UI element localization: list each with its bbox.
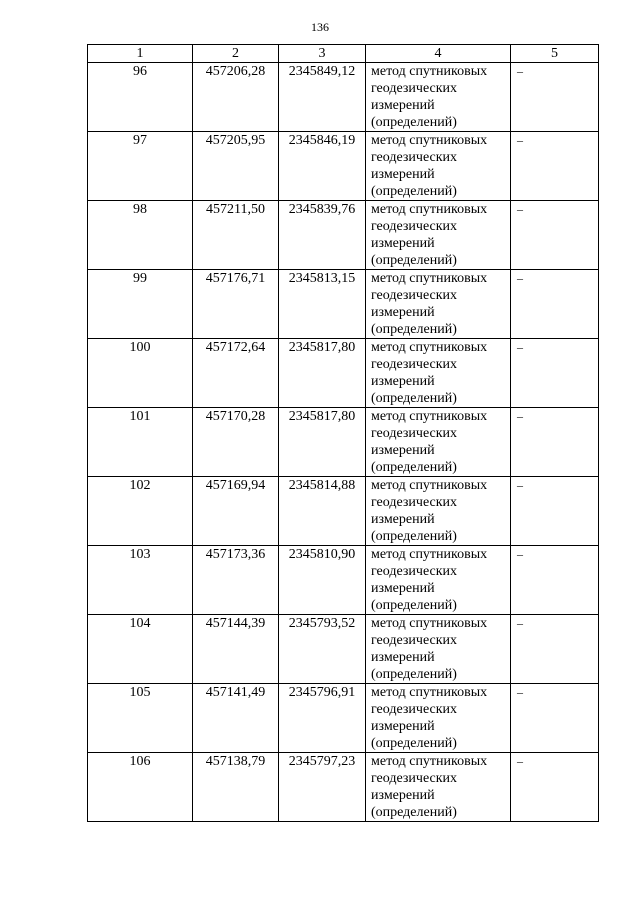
coordinates-table: [87, 44, 599, 822]
method-line: измерений: [371, 788, 435, 803]
point-number-cell: 105: [88, 684, 193, 753]
method-line: метод спутниковых: [371, 685, 488, 700]
table-row: [88, 270, 599, 339]
y-coordinate-cell: 2345814,88: [279, 477, 366, 546]
method-line: геодезических: [371, 702, 458, 717]
note-cell: –: [511, 270, 599, 339]
y-coordinate-cell: 2345849,12: [279, 63, 366, 132]
y-coordinate-cell: 2345846,19: [279, 132, 366, 201]
table-row: [88, 63, 599, 132]
note-cell: –: [511, 546, 599, 615]
x-coordinate-cell: 457176,71: [193, 270, 279, 339]
point-number-cell: 102: [88, 477, 193, 546]
note-cell: –: [511, 408, 599, 477]
note-cell: –: [511, 132, 599, 201]
table-row: [88, 132, 599, 201]
method-line: измерений: [371, 305, 435, 320]
method-line: (определений): [371, 460, 457, 475]
method-cell: [366, 615, 511, 684]
method-line: измерений: [371, 236, 435, 251]
method-line: (определений): [371, 115, 457, 130]
note-cell: –: [511, 339, 599, 408]
method-line: геодезических: [371, 564, 458, 579]
x-coordinate-cell: 457138,79: [193, 753, 279, 822]
x-coordinate-cell: 457211,50: [193, 201, 279, 270]
method-line: измерений: [371, 512, 435, 527]
method-line: метод спутниковых: [371, 478, 488, 493]
method-line: (определений): [371, 253, 457, 268]
column-header-x: 2: [193, 45, 279, 63]
method-line: (определений): [371, 391, 457, 406]
x-coordinate-cell: 457169,94: [193, 477, 279, 546]
method-line: измерений: [371, 374, 435, 389]
y-coordinate-cell: 2345817,80: [279, 339, 366, 408]
point-number-cell: 100: [88, 339, 193, 408]
method-line: метод спутниковых: [371, 409, 488, 424]
x-coordinate-cell: 457173,36: [193, 546, 279, 615]
point-number-cell: 106: [88, 753, 193, 822]
note-cell: –: [511, 615, 599, 684]
x-coordinate-cell: 457141,49: [193, 684, 279, 753]
point-number-cell: 103: [88, 546, 193, 615]
method-line: метод спутниковых: [371, 340, 488, 355]
column-header-note: 5: [511, 45, 599, 63]
method-line: (определений): [371, 667, 457, 682]
method-line: (определений): [371, 598, 457, 613]
method-line: измерений: [371, 581, 435, 596]
note-cell: –: [511, 753, 599, 822]
method-cell: [366, 201, 511, 270]
method-cell: [366, 753, 511, 822]
method-line: метод спутниковых: [371, 133, 488, 148]
method-line: геодезических: [371, 771, 458, 786]
y-coordinate-cell: 2345810,90: [279, 546, 366, 615]
method-line: метод спутниковых: [371, 547, 488, 562]
x-coordinate-cell: 457206,28: [193, 63, 279, 132]
method-cell: [366, 339, 511, 408]
method-cell: [366, 546, 511, 615]
table-row: [88, 201, 599, 270]
method-line: (определений): [371, 736, 457, 751]
column-header-method: 4: [366, 45, 511, 63]
method-line: измерений: [371, 98, 435, 113]
method-line: (определений): [371, 805, 457, 820]
method-cell: [366, 477, 511, 546]
table-row: [88, 753, 599, 822]
method-line: измерений: [371, 167, 435, 182]
y-coordinate-cell: 2345796,91: [279, 684, 366, 753]
note-cell: –: [511, 477, 599, 546]
table-header-row: [88, 45, 599, 63]
point-number-cell: 97: [88, 132, 193, 201]
x-coordinate-cell: 457205,95: [193, 132, 279, 201]
table-row: [88, 546, 599, 615]
y-coordinate-cell: 2345793,52: [279, 615, 366, 684]
method-line: геодезических: [371, 288, 458, 303]
x-coordinate-cell: 457144,39: [193, 615, 279, 684]
x-coordinate-cell: 457172,64: [193, 339, 279, 408]
note-cell: –: [511, 201, 599, 270]
method-line: (определений): [371, 322, 457, 337]
method-line: метод спутниковых: [371, 271, 488, 286]
method-line: (определений): [371, 184, 457, 199]
table-row: [88, 615, 599, 684]
method-cell: [366, 684, 511, 753]
point-number-cell: 98: [88, 201, 193, 270]
method-line: геодезических: [371, 150, 458, 165]
method-line: геодезических: [371, 219, 458, 234]
table-row: [88, 684, 599, 753]
note-cell: –: [511, 684, 599, 753]
point-number-cell: 101: [88, 408, 193, 477]
method-line: геодезических: [371, 357, 458, 372]
point-number-cell: 96: [88, 63, 193, 132]
y-coordinate-cell: 2345817,80: [279, 408, 366, 477]
method-line: геодезических: [371, 633, 458, 648]
method-line: метод спутниковых: [371, 64, 488, 79]
column-header-number: 1: [88, 45, 193, 63]
method-cell: [366, 63, 511, 132]
method-line: измерений: [371, 443, 435, 458]
point-number-cell: 104: [88, 615, 193, 684]
table-row: [88, 477, 599, 546]
method-cell: [366, 132, 511, 201]
y-coordinate-cell: 2345797,23: [279, 753, 366, 822]
note-cell: –: [511, 63, 599, 132]
method-line: метод спутниковых: [371, 202, 488, 217]
method-line: измерений: [371, 650, 435, 665]
page-number: 136: [311, 20, 329, 34]
method-cell: [366, 270, 511, 339]
x-coordinate-cell: 457170,28: [193, 408, 279, 477]
method-line: метод спутниковых: [371, 754, 488, 769]
method-line: геодезических: [371, 495, 458, 510]
y-coordinate-cell: 2345813,15: [279, 270, 366, 339]
table-row: [88, 339, 599, 408]
method-line: (определений): [371, 529, 457, 544]
method-line: измерений: [371, 719, 435, 734]
table-row: [88, 408, 599, 477]
method-line: метод спутниковых: [371, 616, 488, 631]
method-line: геодезических: [371, 426, 458, 441]
method-cell: [366, 408, 511, 477]
y-coordinate-cell: 2345839,76: [279, 201, 366, 270]
column-header-y: 3: [279, 45, 366, 63]
method-line: геодезических: [371, 81, 458, 96]
point-number-cell: 99: [88, 270, 193, 339]
